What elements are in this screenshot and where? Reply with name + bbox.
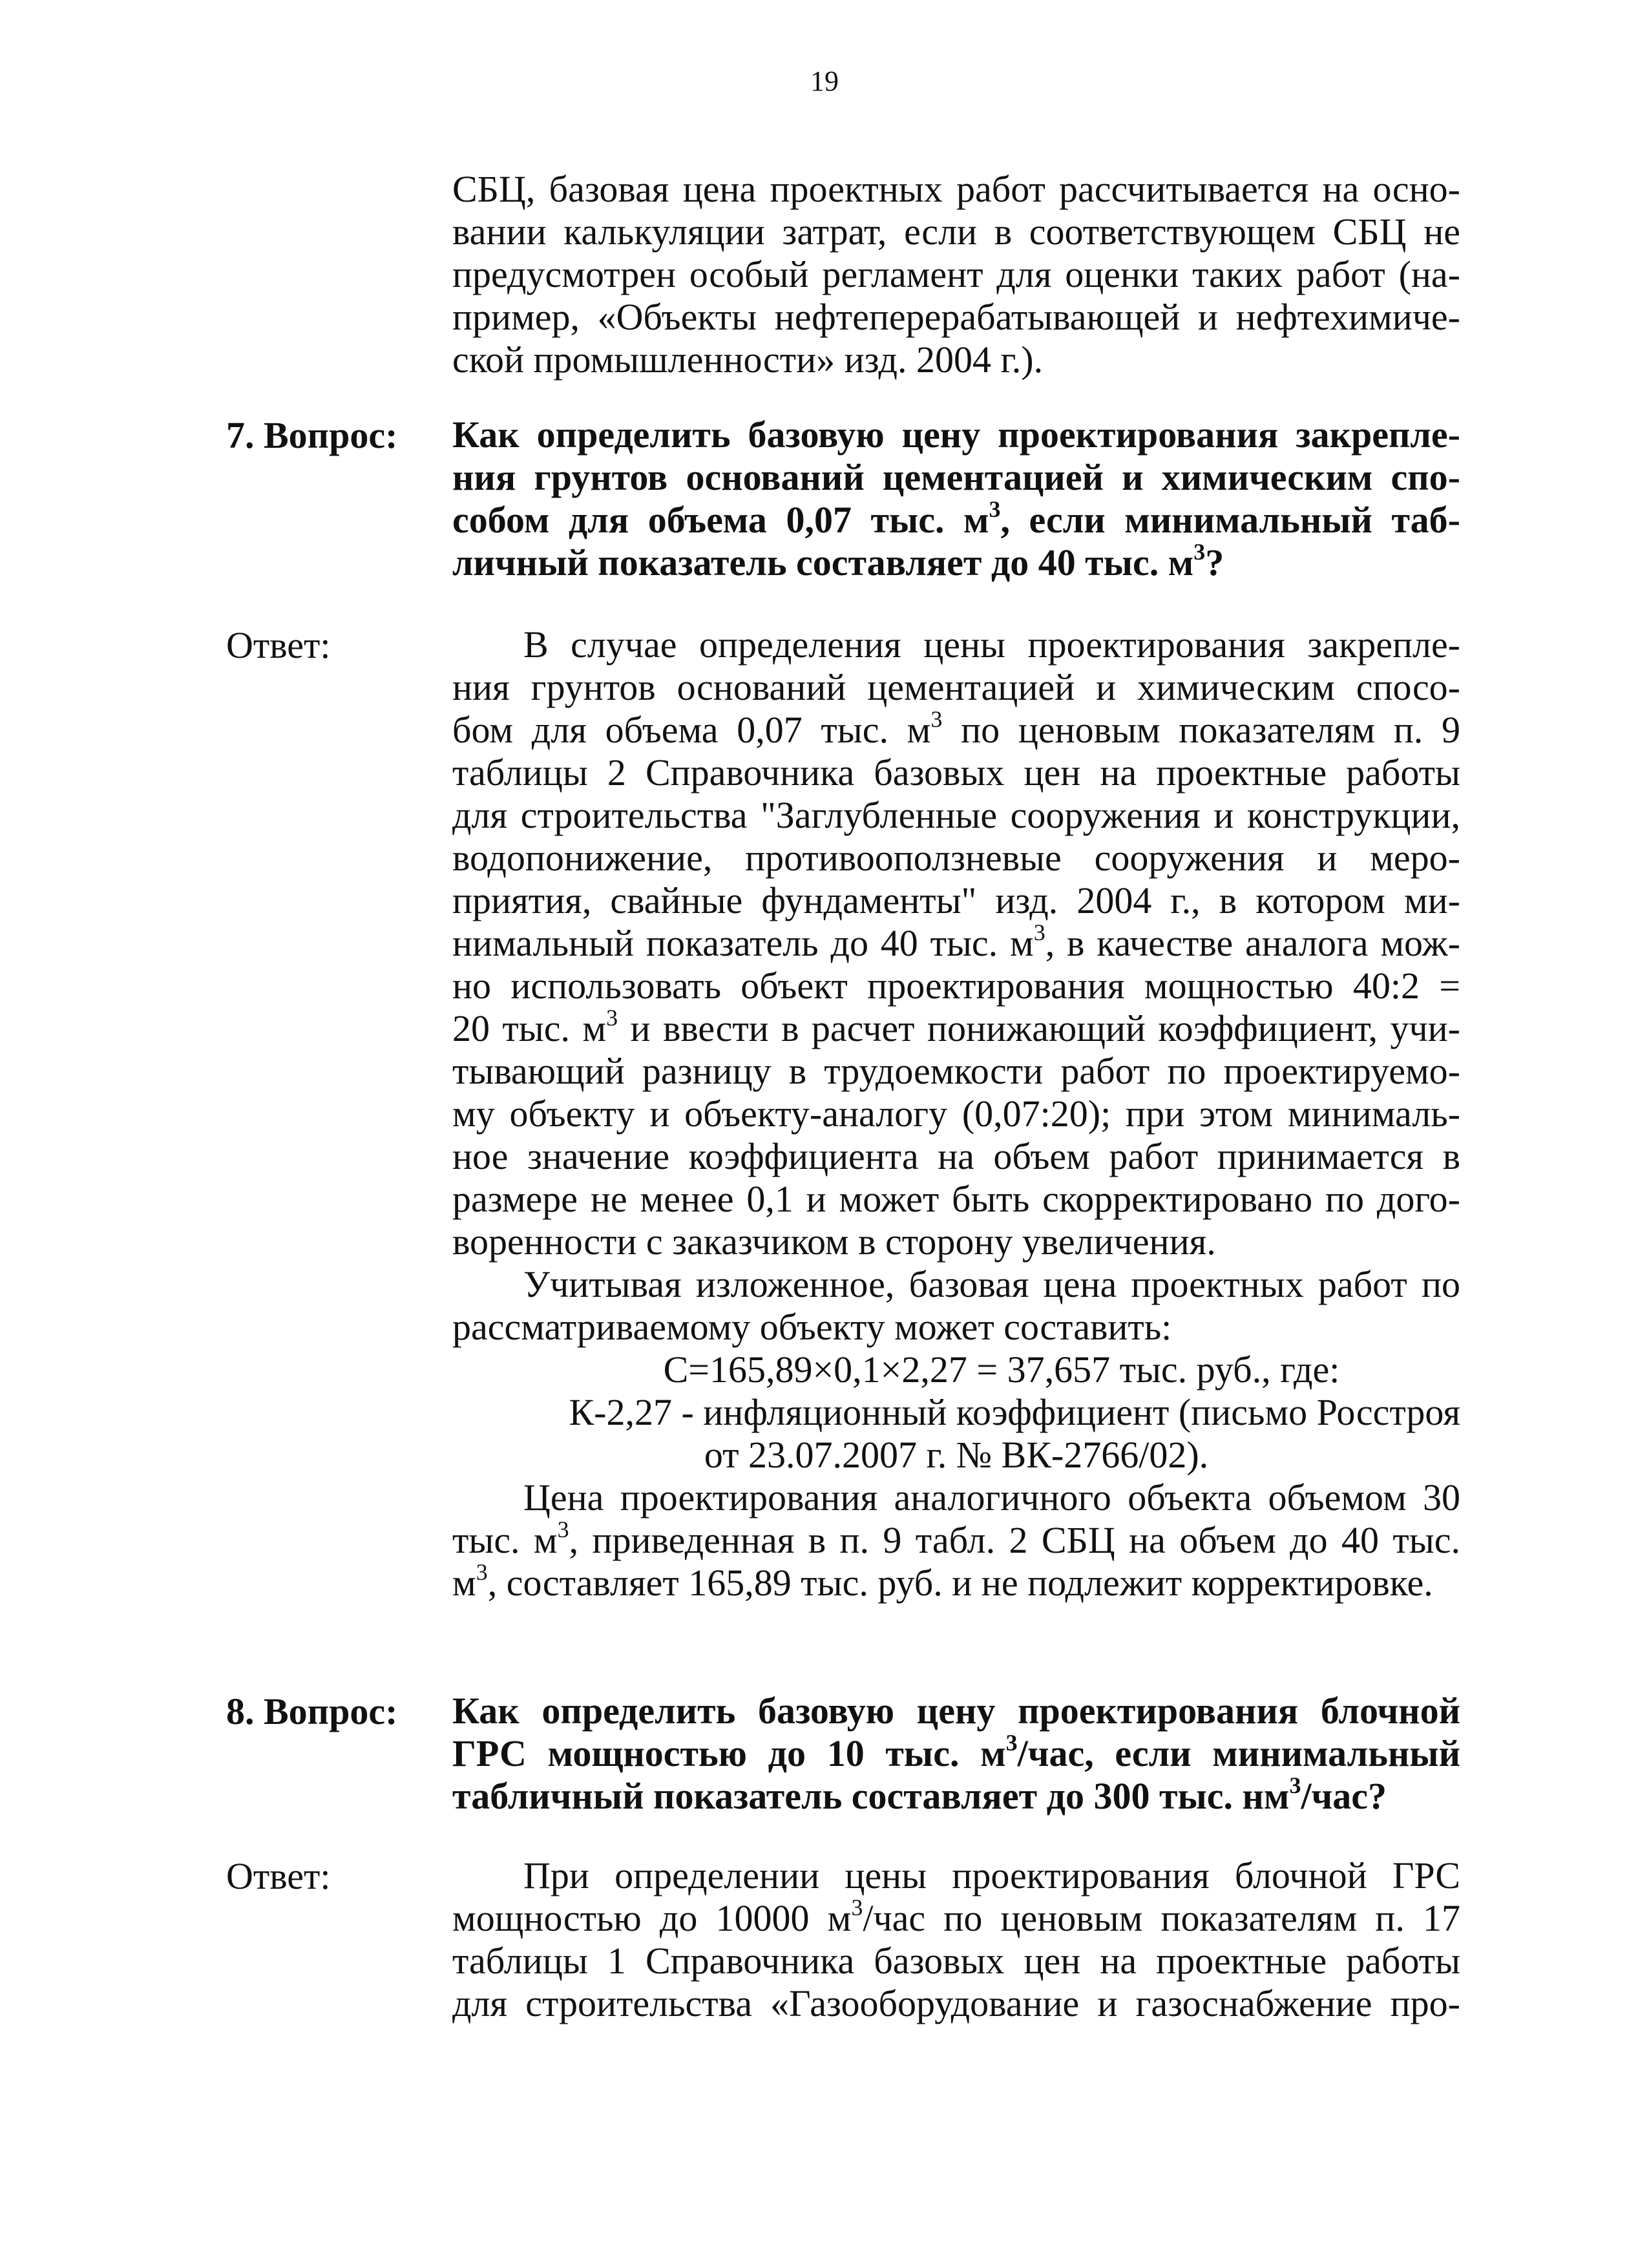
text-line: ской промышленности» изд. 2004 г.). bbox=[452, 339, 1044, 381]
text-line: размере не менее 0,1 и может быть скорректировано по дого- bbox=[452, 1178, 1460, 1220]
text-line: рассматриваемому объекту может составить: bbox=[452, 1306, 1172, 1348]
formula-line: С=165,89×0,1×2,27 = 37,657 тыс. руб., где: bbox=[663, 1349, 1340, 1391]
text-line: табличный показатель составляет до 300 тыс. $нм^3$/час? bbox=[452, 1772, 1387, 1817]
answer-7-text bbox=[452, 624, 1460, 1604]
text-line: воренности с заказчиком в сторону увеличения. bbox=[452, 1221, 1216, 1263]
text-line: мощностью до 10000 $м^3$/час по ценовым показателям п. 17 bbox=[452, 1895, 1460, 1939]
text-line: Как определить базовую цену проектирования блочной bbox=[452, 1690, 1460, 1732]
text-line: пример, «Объекты нефтеперерабатывающей и нефтехимиче- bbox=[452, 296, 1460, 338]
text-line: В случае определения цены проектирования закрепле- bbox=[523, 624, 1460, 666]
text-line: собом для объема 0,07 тыс. $м^3$, если минимальный таб- bbox=[452, 496, 1460, 541]
text-line: К-2,27 - инфляционный коэффициент (письмо Росстроя bbox=[569, 1391, 1460, 1433]
text-line: 20 тыс. $м^3$ и ввести в расчет понижающий коэффициент, учи- bbox=[452, 1005, 1460, 1049]
answer-7-label: Ответ: bbox=[226, 624, 331, 666]
text-line: таблицы 1 Справочника базовых цен на проектные работы bbox=[452, 1940, 1460, 1982]
text-line: $м^3$, составляет 165,89 тыс. руб. и не подлежит корректировке. bbox=[452, 1559, 1433, 1604]
text-line: приятия, свайные фундаменты" изд. 2004 г., в котором ми- bbox=[452, 879, 1460, 921]
answer-8-label: Ответ: bbox=[226, 1855, 331, 1897]
text-line: СБЦ, базовая цена проектных работ рассчитывается на осно- bbox=[452, 168, 1460, 210]
answer-8-text bbox=[452, 1854, 1460, 2025]
text-line: от 23.07.2007 г. № ВК-2766/02). bbox=[704, 1434, 1209, 1476]
question-7-text bbox=[452, 414, 1460, 584]
text-line: таблицы 2 Справочника базовых цен на проектные работы bbox=[452, 751, 1460, 793]
text-line: При определении цены проектирования блочной ГРС bbox=[523, 1854, 1460, 1896]
text-line: ния грунтов оснований цементацией и химическим спосо- bbox=[452, 666, 1460, 708]
text-line: тыс. $м^3$, приведенная в п. 9 табл. 2 СБЦ на объем до 40 тыс. bbox=[452, 1517, 1460, 1561]
text-line: тывающий разницу в трудоемкости работ по проектируемо- bbox=[452, 1050, 1460, 1092]
text-line: но использовать объект проектирования мощностью 40:2 = bbox=[452, 965, 1460, 1007]
text-line: Цена проектирования аналогичного объекта объемом 30 bbox=[523, 1476, 1460, 1518]
text-line: Как определить базовую цену проектирования закрепле- bbox=[452, 414, 1460, 456]
text-line: бом для объема 0,07 тыс. $м^3$ по ценовым показателям п. 9 bbox=[452, 706, 1460, 751]
text-line: ГРС мощностью до 10 тыс. $м^3$/час, если минимальный bbox=[452, 1730, 1460, 1774]
text-line: ное значение коэффициента на объем работ принимается в bbox=[452, 1135, 1460, 1177]
text-line: для строительства «Газооборудование и газоснабжение про- bbox=[452, 1982, 1460, 2024]
intro-paragraph bbox=[452, 168, 1460, 381]
text-line: водопонижение, противооползневые сооружения и меро- bbox=[452, 837, 1460, 879]
question-7-label: 7. Вопрос: bbox=[226, 414, 398, 456]
text-line: му объекту и объекту-аналогу (0,07:20); при этом минималь- bbox=[452, 1093, 1460, 1135]
question-8-label: 8. Вопрос: bbox=[226, 1690, 398, 1732]
question-8-text bbox=[452, 1690, 1460, 1818]
page-number: 19 bbox=[810, 65, 839, 97]
text-line: вании калькуляции затрат, если в соответствующем СБЦ не bbox=[452, 211, 1460, 253]
text-line: предусмотрен особый регламент для оценки таких работ (на- bbox=[452, 253, 1460, 295]
text-line: личный показатель составляет до 40 тыс. $м^3$? bbox=[452, 539, 1224, 583]
text-line: для строительства "Заглубленные сооружения и конструкции, bbox=[452, 794, 1460, 836]
text-line: ния грунтов оснований цементацией и химическим спо- bbox=[452, 456, 1460, 498]
text-line: нимальный показатель до 40 тыс. $м^3$, в качестве аналога мож- bbox=[452, 919, 1460, 964]
text-line: Учитывая изложенное, базовая цена проектных работ по bbox=[523, 1263, 1460, 1305]
